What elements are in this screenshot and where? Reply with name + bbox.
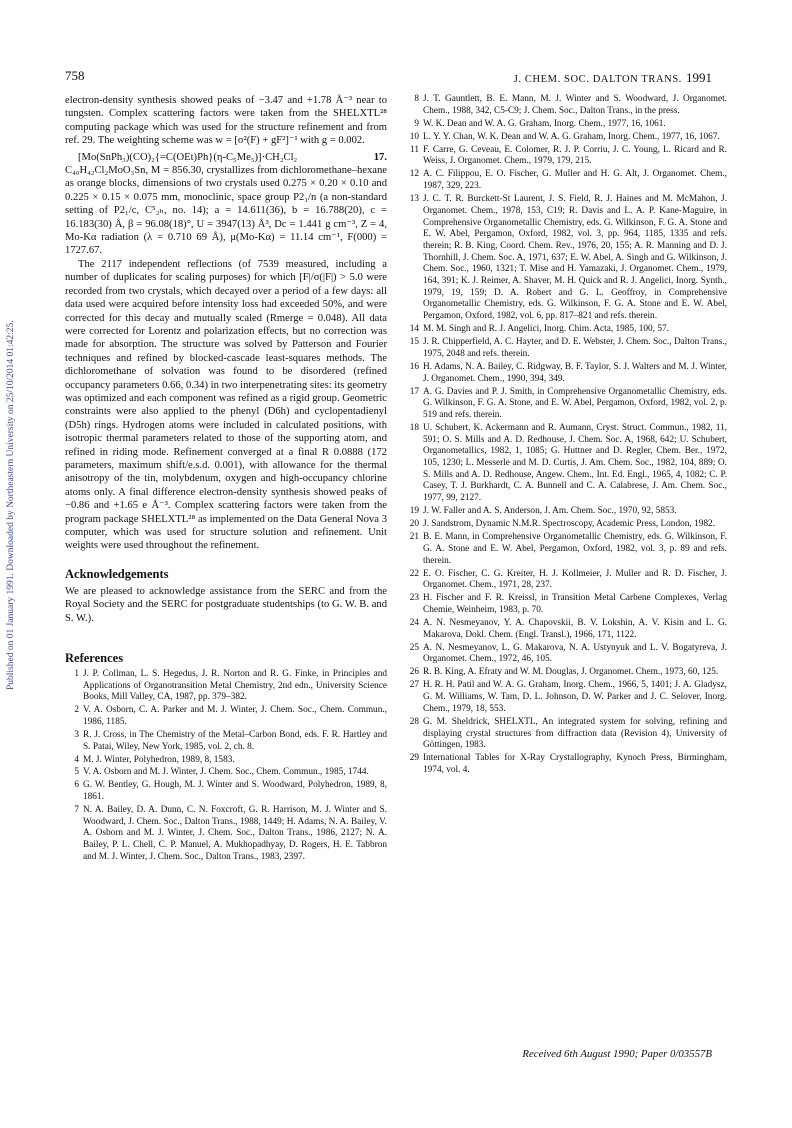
- reference-text: U. Schubert, K. Ackermann and R. Aumann, Cryst. Struct. Commun., 1982, 11, 591; O. S. Mills and A. D. Redhouse, J. Chem. Soc. A, 1968, 642; U. Schubert, Organometallics, 1982, 1, 1085; G. Huttner and D. Regler, Chem. Ber., 1972, 105, 1230; L. Messerle and M. D. Curtis, J. Am. Chem. Soc., 1982, 104, 889; O. S. Mills and A. D. Redhouse, Angew. Chem., Int. Ed. Engl., 1965, 4, 1082; C. P. Casey, T. J. Burkhardt, C. A. Bunnell and C. A. Calabrese, J. Am. Chem. Soc., 1977, 99, 2127.: [423, 422, 727, 504]
- reference-text: R. B. King, A. Efraty and W. M. Douglas, J. Organomet. Chem., 1973, 60, 125.: [423, 667, 719, 678]
- page-number: 758: [65, 68, 85, 83]
- reference-item: [65, 705, 387, 728]
- reference-text: A. G. Davies and P. J. Smith, in Comprehensive Organometallic Chemistry, eds. G. Wilkinson, F. G. A. Stone, and E. W. Abel, Pergamon, Oxford, 1982, vol. 2, p. 519 and refs. therein.: [423, 386, 727, 420]
- reference-number: 12: [409, 169, 419, 180]
- reference-text: W. K. Dean and W. A. G. Graham, Inorg. Chem., 1977, 16, 1061.: [423, 118, 666, 129]
- references-section: [65, 651, 387, 863]
- crystal-data-paragraph: C₄₀H₄₂Cl₂MoO₃Sn, M = 856.30, crystallizes from dichloromethane–hexane as orange blocks, dimensions of two crystals used 0.275 × 0.20 × 0.10 and 0.225 × 0.15 × 0.075 mm, monoclinic, space group P2₁/n (a non-standard setting of P2₁/c, C⁵₂ₕ, no. 14); a = 14.611(36), b = 16.788(20), c = 16.183(30) Å, β = 96.08(18)°, U = 3947(13) Å³, Dc = 1.441 g cm⁻³, Z = 4, Mo-Kα radiation (λ = 0.710 69 Å), μ(Mo-Kα) = 11.14 cm⁻¹, F(000) = 1727.67.: [65, 165, 387, 257]
- reference-text: V. A. Osborn, C. A. Parker and M. J. Winter, J. Chem. Soc., Chem. Commun., 1986, 1185.: [83, 705, 387, 728]
- reference-number: 3: [74, 729, 79, 740]
- reference-text: A. N. Nesmeyanov, L. G. Makarova, N. A. Ustynyuk and L. V. Bogatyreva, J. Organomet. Chem., 1972, 46, 105.: [423, 642, 727, 665]
- reference-number: 5: [74, 767, 79, 778]
- reference-number: 22: [409, 568, 419, 579]
- download-watermark: Published on 01 January 1991. Downloaded by Northeastern University on 25/10/2014 01:42:25.: [6, 320, 16, 690]
- reference-text: A. N. Nesmeyanov, Y. A. Chapovskii, B. V. Lokshin, A. V. Kisin and L. G. Makarova, Dokl. Chem. (Engl. Transl.), 1966, 171, 1122.: [423, 617, 727, 640]
- reference-item: [65, 805, 387, 864]
- reference-text: M. M. Singh and R. J. Angelici, Inorg. Chim. Acta, 1985, 100, 57.: [423, 324, 669, 335]
- reference-item: [405, 593, 727, 616]
- journal-year: 1991: [686, 70, 712, 85]
- reference-text: J. W. Faller and A. S. Anderson, J. Am. Chem. Soc., 1970, 92, 5853.: [423, 506, 677, 517]
- acknowledgements-section: [65, 567, 387, 625]
- reference-text: R. J. Cross, in The Chemistry of the Metal–Carbon Bond, eds. F. R. Hartley and S. Patai, Wiley, New York, 1985, vol. 2, ch. 8.: [83, 729, 387, 752]
- reference-item: [405, 94, 727, 117]
- reference-item: [65, 767, 387, 779]
- reference-item: [405, 423, 727, 505]
- reference-number: 26: [409, 667, 419, 678]
- acknowledgements-text: We are pleased to acknowledge assistance from the SERC and from the Royal Society and the SERC for postgraduate studentships (to G. W. B. and S. W.).: [65, 585, 387, 624]
- reference-item: [405, 132, 727, 144]
- reference-item: [405, 643, 727, 666]
- reference-item: [405, 324, 727, 336]
- compound-formula: [65, 151, 387, 164]
- received-date: Received 6th August 1990; Paper 0/03557B: [522, 1048, 712, 1060]
- reference-text: N. A. Bailey, D. A. Dunn, C. N. Foxcroft, G. R. Harrison, M. J. Winter and S. Woodward, J. Chem. Soc., Dalton Trans., 1988, 1449; H. Adams, N. A. Bailey, V. A. Osborn and M. J. Winter, J. Chem. Soc., Dalton Trans., 1986, 2127; N. A. Bailey, P. L. Chell, C. P. Manuel, A. Mukhopadhyay, D. Rogers, H. E. Tabbron and M. J. Winter, J. Chem. Soc., Dalton Trans., 1983, 2397.: [83, 804, 387, 862]
- reference-number: 19: [409, 506, 419, 517]
- reference-number: 24: [409, 617, 419, 628]
- reference-text: J. C. T. R. Burckett-St Laurent, J. S. Field, R. J. Haines and M. McMahon, J. Organomet. Chem., 1978, 153, C19; R. Davis and L. A. P. Kane-Maguire, in Comprehensive Organometallic Chemistry, eds. G. Wilkinson, F. G. A. Stone and E. W. Abel, Pergamon, Oxford, 1982, vol. 3, pp. 964, 1185, 1335 and refs. therein; R. B. King, Coord. Chem. Rev., 1976, 20, 155; A. R. Manning and D. J. Thornhill, J. Chem. Soc. A, 1971, 637; E. W. Abel, A. Singh and G. Wilkinson, J. Chem. Soc., 1960, 1321; T. Mise and H. Yamazaki, J. Organomet. Chem., 1979, 164, 391; K. J. Reimer, A. Shaver, M. H. Quick and R. J. Angelici, Inorg. Synth., 1979, 19, 159; D. A. Robert and G. L. Geoffroy, in Comprehensive Organometallic Chemistry, eds. G. Wilkinson, F. G. A. Stone and E. W. Abel, Pergamon, Oxford, 1982, vol. 6, pp. 817–821 and refs. therein.: [423, 194, 727, 322]
- reference-item: [65, 755, 387, 767]
- compound-number: 17.: [373, 151, 387, 163]
- reference-text: G. M. Sheldrick, SHELXTL, An integrated system for solving, refining and displaying crystal structures from diffraction data (Revision 4), University of Göttingen, 1983.: [423, 716, 727, 751]
- reference-number: 16: [409, 361, 419, 372]
- references-list-left: [65, 669, 387, 863]
- refinement-paragraph: The 2117 independent reflections (of 7539 measured, including a number of duplicates for scaling purposes) for which [F|/σ(|F|) > 5.0 were recorded from two crystals, which decayed over a period of a few days: all data used were acquired before intensity loss had exceeded 50%, and were corrected for this decay and mutually scaled (Rmerge = 0.048). All data were corrected for Lorentz and polarization effects, but no correction was made for absorption. The structure was solved by Patterson and Fourier techniques and refined by blocked-cascade least-squares methods. The dichloromethane of solvation was found to be disordered (refined occupancy parameters 0.66, 0.34) in two interpenetrating sites: its geometry was optimized and each component was refined as a rigid group. Geometric constraints were also applied to the phenyl (D6h) and cyclopentadienyl (D5h) rings. Hydrogen atoms were included in calculated positions, with isotropic thermal parameters related to those of the supporting atom, and refined in riding mode. Refinement converged at a final R 0.0888 (172 parameters, maximum shift/e.s.d. 0.001), with allowance for the thermal anisotropy of the tin, molybdenum, oxygen and high-occupancy chlorine atoms only. A final difference electron-density synthesis showed peaks of −0.86 and +1.65 e Å⁻³. Complex scattering factors were taken from the program package SHELXTL²⁸ as implemented on the Data General Nova 3 computer, which was used for structure solution and refinement. Unit weights were used throughout the refinement.: [65, 258, 387, 552]
- reference-text: H. Adams, N. A. Bailey, C. Ridgway, B. F. Taylor, S. J. Walters and M. J. Winter, J. Organomet. Chem., 1990, 394, 349.: [423, 361, 727, 384]
- reference-number: 23: [409, 593, 419, 604]
- reference-item: [405, 569, 727, 592]
- right-column: [405, 94, 727, 778]
- reference-number: 4: [74, 754, 79, 765]
- reference-text: J. R. Chipperfield, A. C. Hayter, and D. E. Webster, J. Chem. Soc., Dalton Trans., 1975, 2048 and refs. therein.: [423, 337, 727, 359]
- reference-text: J. P. Collman, L. S. Hegedus, J. R. Norton and R. G. Finke, in Principles and Applications of Organotransition Metal Chemistry, 2nd edn., University Science Books, Mill Valley, CA, 1987, pp. 379–382.: [83, 669, 387, 703]
- left-column: [65, 94, 387, 865]
- reference-item: [65, 669, 387, 704]
- reference-item: [405, 717, 727, 752]
- reference-number: 25: [409, 642, 419, 653]
- reference-number: 13: [409, 194, 419, 205]
- reference-item: [405, 387, 727, 422]
- reference-number: 11: [410, 144, 419, 155]
- reference-item: [405, 362, 727, 385]
- reference-text: International Tables for X-Ray Crystallography, Kynoch Press, Birmingham, 1974, vol. 4.: [423, 753, 727, 775]
- reference-number: 8: [414, 94, 419, 104]
- reference-item: [405, 753, 727, 776]
- reference-item: [405, 667, 727, 679]
- reference-number: 18: [409, 422, 419, 433]
- reference-item: [405, 194, 727, 323]
- reference-number: 21: [409, 532, 419, 543]
- reference-text: H. R. H. Patil and W. A. G. Graham, Inorg. Chem., 1966, 5, 1401; J. A. Gladysz, G. M. Williams, W. Tam, D. L. Johnson, D. W. Parker and J. C. Selover, Inorg. Chem., 1979, 18, 553.: [423, 680, 727, 714]
- reference-number: 9: [414, 118, 419, 129]
- reference-text: L. Y. Y. Chan, W. K. Dean and W. A. G. Graham, Inorg. Chem., 1977, 16, 1067.: [423, 131, 720, 142]
- references-list-right: [405, 94, 727, 777]
- reference-text: E. O. Fischer, C. G. Kreiter, H. J. Kollmeier, J. Muller and R. D. Fischer, J. Organomet. Chem., 1971, 28, 237.: [423, 568, 727, 591]
- reference-number: 29: [409, 753, 419, 764]
- reference-text: G. W. Bentley, G. Hough, M. J. Winter and S. Woodward, Polyhedron, 1989, 8, 1861.: [83, 780, 387, 802]
- reference-text: V. A. Osborn and M. J. Winter, J. Chem. Soc., Chem. Commun., 1985, 1744.: [83, 767, 369, 778]
- reference-number: 20: [409, 519, 419, 530]
- reference-item: [405, 337, 727, 360]
- reference-item: [405, 618, 727, 641]
- reference-item: [405, 680, 727, 715]
- reference-number: 10: [409, 131, 419, 142]
- reference-number: 15: [409, 337, 419, 348]
- reference-text: M. J. Winter, Polyhedron, 1989, 8, 1583.: [83, 754, 235, 765]
- reference-item: [405, 169, 727, 192]
- compound-formula-text: [Mo(SnPh₃)(CO)₂{=C(OEt)Ph}(η-C₅Me₅)]·CH₂Cl₂: [78, 151, 298, 163]
- reference-text: F. Carre, G. Ceveau, E. Colomer, R. J. P. Corriu, J. C. Young, L. Ricard and R. Weiss, J. Organomet. Chem., 1979, 179, 215.: [423, 144, 727, 167]
- acknowledgements-heading: Acknowledgements: [65, 566, 169, 581]
- reference-number: 6: [74, 780, 79, 791]
- reference-item: [405, 519, 727, 531]
- reference-number: 7: [74, 804, 79, 815]
- reference-text: J. Sandstrom, Dynamic N.M.R. Spectroscopy, Academic Press, London, 1982.: [423, 519, 715, 530]
- reference-text: H. Fischer and F. R. Kreissl, in Transition Metal Carbene Complexes, Verlag Chemie, Weinheim, 1983, p. 70.: [423, 593, 727, 615]
- reference-item: [405, 145, 727, 168]
- reference-number: 1: [74, 669, 79, 680]
- reference-item: [405, 532, 727, 567]
- reference-item: [405, 119, 727, 131]
- journal-header: [514, 70, 712, 86]
- reference-item: [65, 730, 387, 753]
- reference-text: J. T. Gauntlett, B. E. Mann, M. J. Winter and S. Woodward, J. Organomet. Chem., 1988, 342, C5-C9; J. Chem. Soc., Dalton Trans., in the press.: [423, 94, 727, 116]
- reference-number: 17: [409, 386, 419, 397]
- reference-number: 28: [409, 716, 419, 727]
- reference-number: 27: [409, 680, 419, 691]
- reference-number: 2: [74, 705, 79, 716]
- journal-name: J. CHEM. SOC. DALTON TRANS.: [513, 74, 682, 85]
- body-paragraph: electron-density synthesis showed peaks of −3.47 and +1.78 Å⁻³ near to tungsten. Complex scattering factors were taken from the SHELXTL²⁸ computing package which was used for the structure refinement and from ref. 29. The weighting scheme was w = [σ²(F) + gF²]⁻¹ with g = 0.002.: [65, 95, 387, 147]
- references-heading: References: [65, 651, 124, 666]
- reference-number: 14: [409, 324, 419, 335]
- reference-item: [65, 780, 387, 803]
- reference-text: B. E. Mann, in Comprehensive Organometallic Chemistry, eds. G. Wilkinson, F. G. A. Stone and E. W. Abel, Pergamon, Oxford, 1982, vol. 3, p. 89 and refs. therein.: [423, 532, 727, 566]
- reference-text: A. C. Filippou, E. O. Fischer, G. Muller and H. G. Alt, J. Organomet. Chem., 1987, 329, 223.: [423, 169, 727, 192]
- reference-item: [405, 506, 727, 518]
